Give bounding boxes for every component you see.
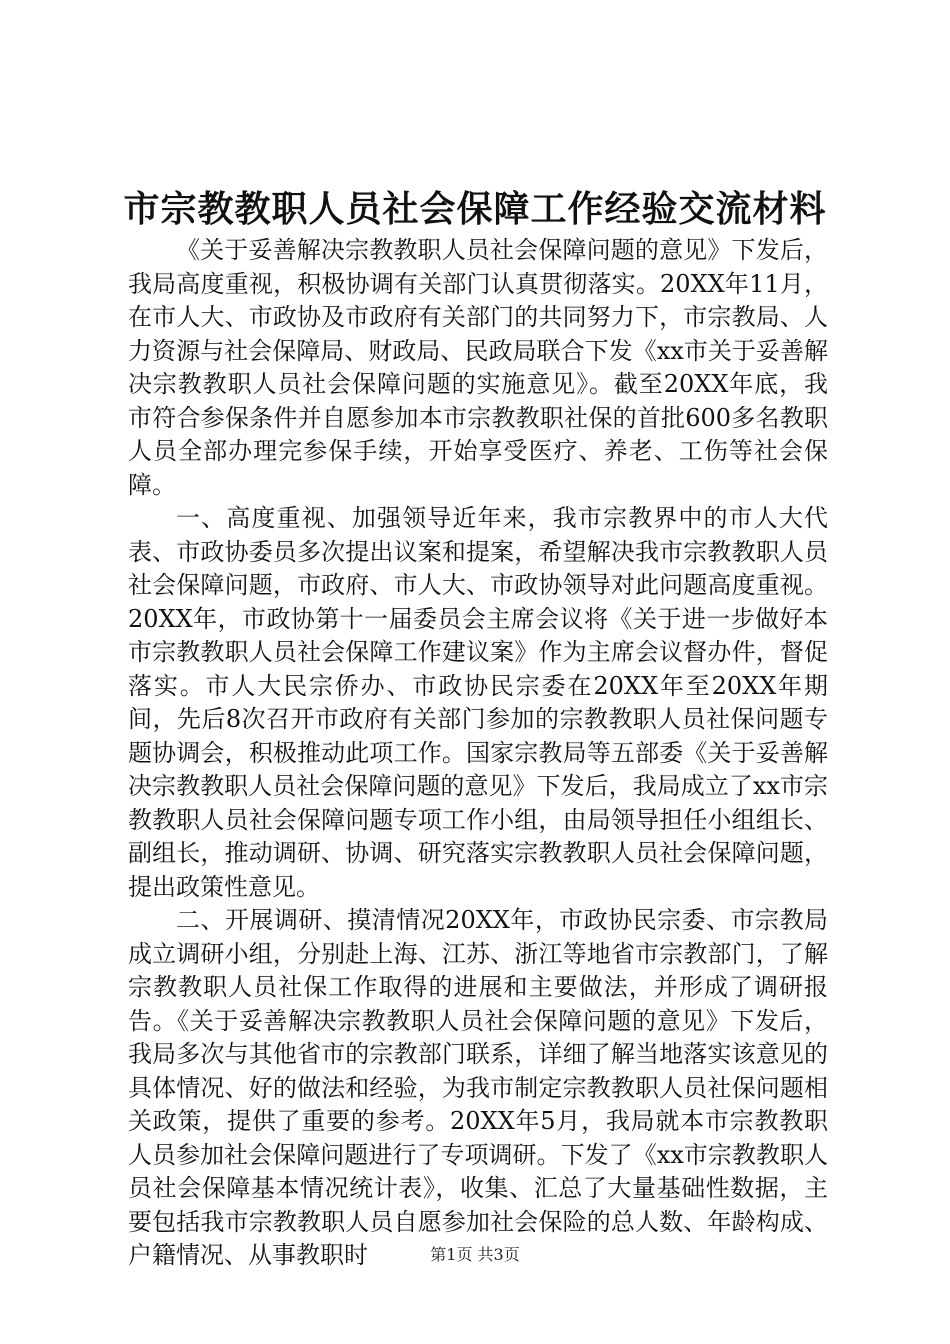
- page-number: 第1页 共3页: [430, 1245, 520, 1264]
- paragraph-section-two: 二、开展调研、摸清情况20XX年，市政协民宗委、市宗教局成立调研小组，分别赴上海、江苏、浙江等地省市宗教部门，了解宗教教职人员社保工作取得的进展和主要做法，并形成了调研报告。《关于妥善解决宗教教职人员社会保障问题的意见》下发后，我局多次与其他省市的宗教部门联系，详细了解当地落实该意见的具体情况、好的做法和经验，为我市制定宗教教职人员社保问题相关政策，提供了重要的参考。20XX年5月，我局就本市宗教教职人员参加社会保障问题进行了专项调研。下发了《xx市宗教教职人员社会保障基本情况统计表》，收集、汇总了大量基础性数据，主要包括我市宗教教职人员自愿参加社会保险的总人数、年龄构成、户籍情况、从事教职时: [128, 906, 828, 1269]
- paragraph-section-one: 一、高度重视、加强领导近年来，我市宗教界中的市人大代表、市政协委员多次提出议案和提案，希望解决我市宗教教职人员社会保障问题，市政府、市人大、市政协领导对此问题高度重视。20XX年，市政协第十一届委员会主席会议将《关于进一步做好本市宗教教职人员社会保障工作建议案》作为主席会议督办件，督促落实。市人大民宗侨办、市政协民宗委在20XX年至20XX年期间，先后8次召开市政府有关部门参加的宗教教职人员社保问题专题协调会，积极推动此项工作。国家宗教局等五部委《关于妥善解决宗教教职人员社会保障问题的意见》下发后，我局成立了xx市宗教教职人员社会保障问题专项工作小组，由局领导担任小组组长、副组长，推动调研、协调、研究落实宗教教职人员社会保障问题，提出政策性意见。: [128, 504, 828, 901]
- document-body: [128, 234, 828, 1273]
- paragraph-intro: 《关于妥善解决宗教教职人员社会保障问题的意见》下发后，我局高度重视，积极协调有关部门认真贯彻落实。20XX年11月，在市人大、市政协及市政府有关部门的共同努力下，市宗教局、人力资源与社会保障局、财政局、民政局联合下发《xx市关于妥善解决宗教教职人员社会保障问题的实施意见》。截至20XX年底，我市符合参保条件并自愿参加本市宗教教职社保的首批600多名教职人员全部办理完参保手续，开始享受医疗、养老、工伤等社会保障。: [128, 236, 828, 499]
- document-title: 市宗教教职人员社会保障工作经验交流材料: [123, 188, 827, 230]
